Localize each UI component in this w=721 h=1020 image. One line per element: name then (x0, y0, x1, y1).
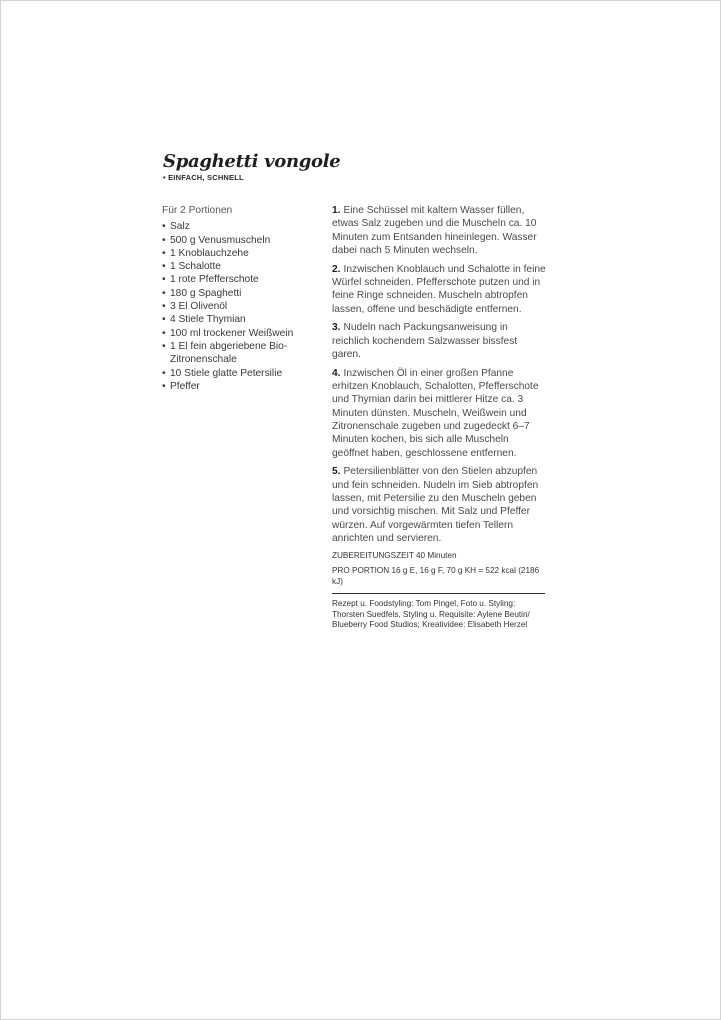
step-number: 3. (332, 322, 341, 334)
ingredient-list (162, 220, 322, 393)
step-5 (332, 465, 547, 545)
credits: Rezept u. Foodstyling: Tom Pingel, Foto u. Styling: Thorsten Suedfels, Styling u. Requisite: Aylene Beutin/ Blueberry Food Studios; Kreatividee: Elisabeth Herzel (332, 599, 530, 630)
step-number: 4. (332, 367, 341, 379)
recipe-title: Spaghetti vongole (163, 151, 341, 172)
ingredient-item: • Pfeffer (162, 380, 322, 393)
portions-label: Für 2 Portionen (162, 205, 233, 216)
step-number: 2. (332, 263, 341, 275)
step-text: Eine Schüssel mit kaltem Wasser füllen, etwas Salz zugeben und die Muscheln ca. 10 Minuten zum Entsanden hineinlegen. Wasser dabei nach 5 Minuten wechseln. (332, 205, 537, 256)
step-number: 1. (332, 205, 341, 216)
ingredient-item: • 500 g Venusmuscheln (162, 234, 322, 247)
step-text: Nudeln nach Packungsanweisung in reichlich kochendem Salzwasser bissfest garen. (332, 322, 518, 360)
ingredient-item: • 1 Schalotte (162, 260, 322, 273)
ingredients-column (162, 204, 322, 393)
step-2 (332, 263, 547, 316)
ingredient-item: • 100 ml trockener Weißwein (162, 327, 322, 340)
step-1 (332, 204, 547, 257)
step-text: Inzwischen Knoblauch und Schalotte in feine Würfel schneiden. Pfefferschote putzen und in feine Ringe schneiden. Muscheln abtropfen lassen, offene und beschädigte entfernen. (332, 263, 546, 315)
ingredient-item: • 1 El fein abgeriebene Bio-Zitronenschale (162, 340, 322, 367)
step-text: Petersilienblätter von den Stielen abzupfen und fein schneiden. Nudeln im Sieb abtropfen lassen, mit Petersilie zu den Muscheln geben und vorsichtig mischen. Mit Salz und Pfeffer würzen. Auf vorgewärmten tiefen Tellern anrichten und servieren. (332, 466, 539, 544)
divider-rule (332, 593, 545, 594)
recipe-tags: • EINFACH, SCHNELL (163, 173, 244, 182)
prep-time: ZUBEREITUNGSZEIT 40 Minuten (332, 550, 457, 560)
step-4 (332, 367, 547, 460)
ingredient-item: • 4 Stiele Thymian (162, 313, 322, 326)
ingredient-item: • Salz (162, 220, 322, 233)
step-number: 5. (332, 466, 341, 478)
nutrition-info: PRO PORTION 16 g E, 16 g F, 70 g KH = 522 kcal (2186 kJ) (332, 566, 540, 586)
step-text: Inzwischen Öl in einer großen Pfanne erhitzen Knoblauch, Schalotten, Pfefferschote und Thymian darin bei mittlerer Hitze ca. 3 Minuten dünsten. Muscheln, Weißwein und Zitronenschale zugeben und zugedeckt 6–7 Minuten kochen, bis sich alle Muscheln geöffnet haben, geschlossene entfernen. (332, 367, 539, 459)
ingredient-item: • 1 Knoblauchzehe (162, 247, 322, 260)
ingredient-item: • 3 El Olivenöl (162, 300, 322, 313)
ingredient-item: • 1 rote Pfefferschote (162, 273, 322, 286)
ingredient-item: • 180 g Spaghetti (162, 287, 322, 300)
step-3 (332, 321, 547, 361)
ingredient-item: • 10 Stiele glatte Petersilie (162, 367, 322, 380)
instructions-column (332, 204, 547, 631)
